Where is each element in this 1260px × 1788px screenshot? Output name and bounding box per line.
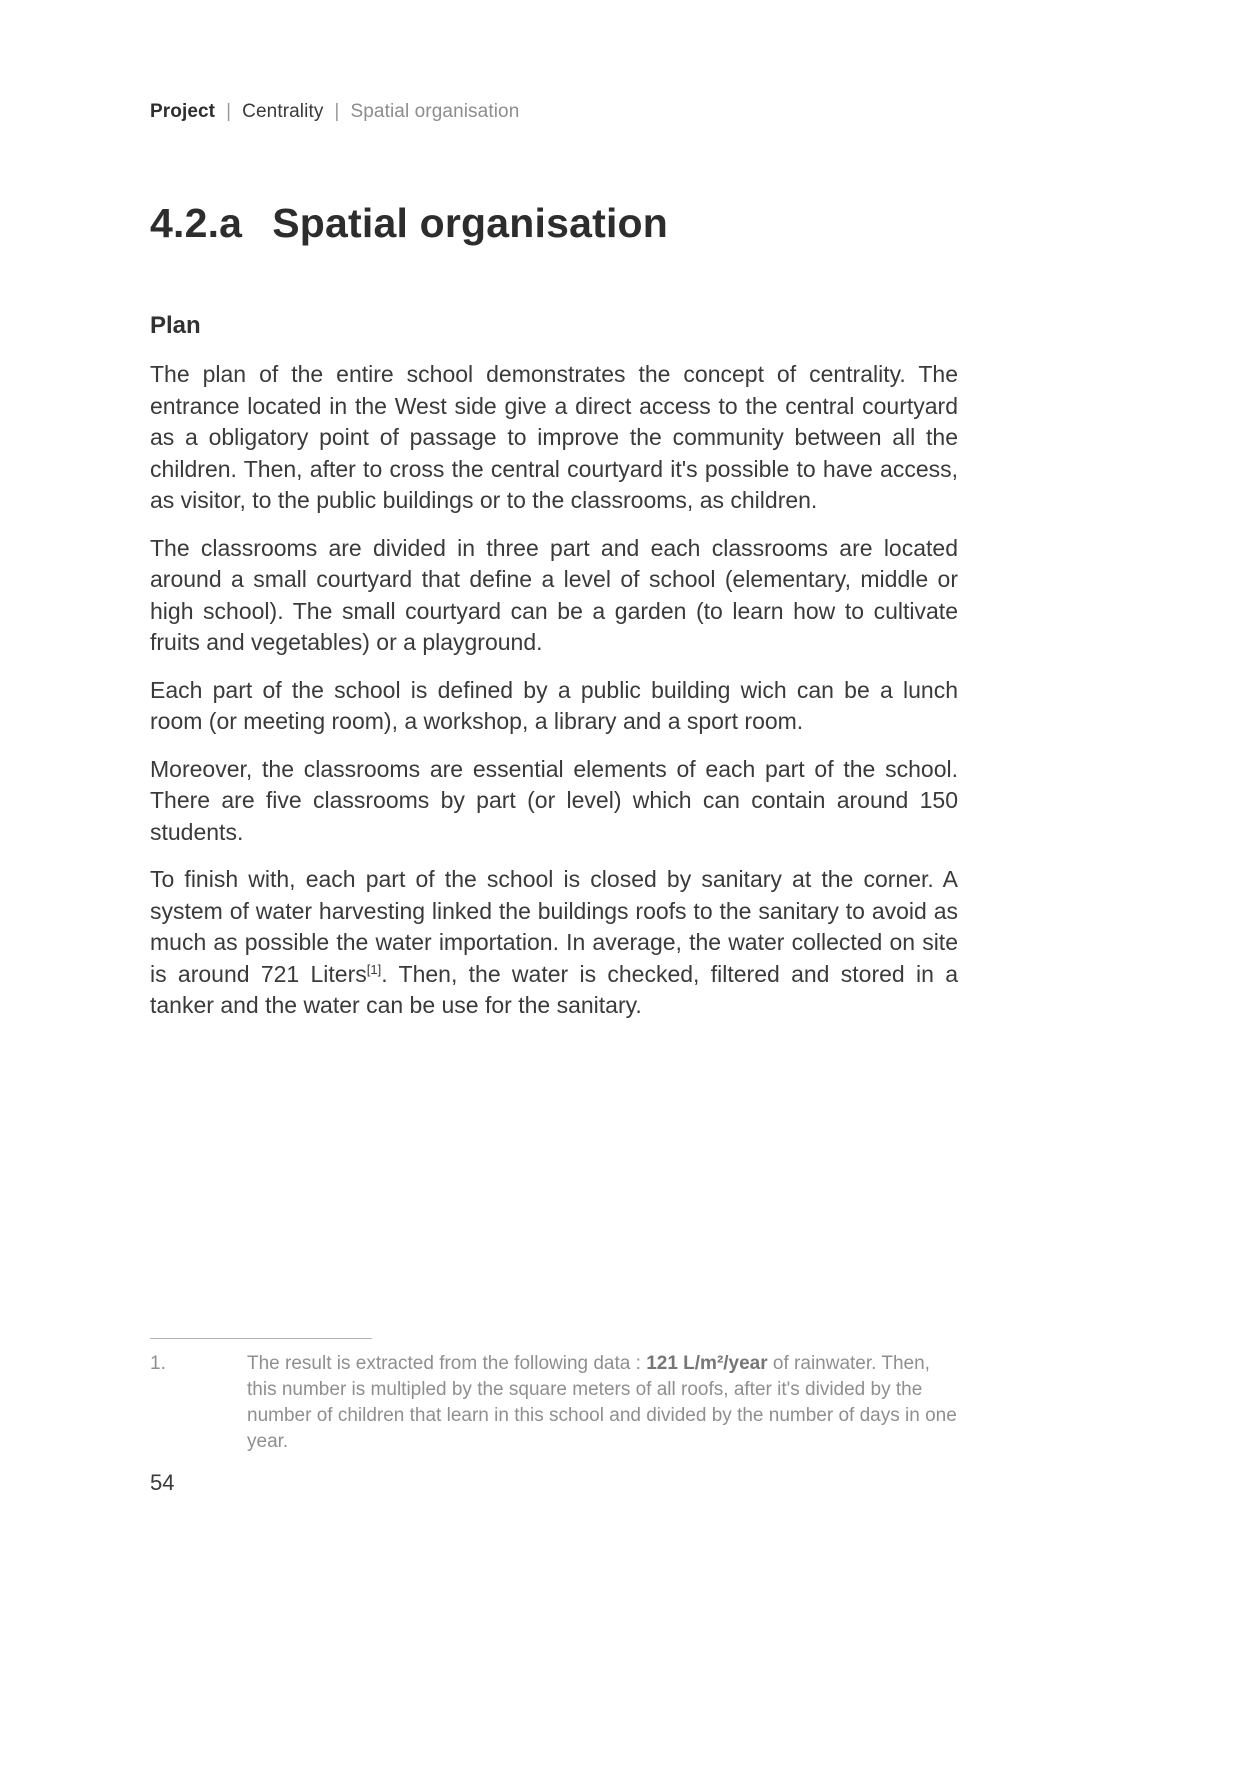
breadcrumb-section: Spatial organisation [350,101,520,122]
footnote-text [247,1351,958,1455]
page-title [150,199,958,247]
paragraph-4: Moreover, the classrooms are essential elements of each part of the school. There are five classrooms by part (or level) which can contain around 150 students. [150,755,958,845]
footnote-row [150,1351,958,1455]
section-title: Spatial organisation [272,200,669,246]
document-page [150,0,958,1022]
footnote-reference: [1] [366,961,382,977]
footnote-text-pre: The result is extracted from the following data : [247,1353,647,1374]
page-number: 54 [150,1470,175,1495]
paragraph-5 [150,864,958,1022]
paragraph-2: The classrooms are divided in three part and each classrooms are located around a small courtyard that define a level of school (elementary, middle or high school). The small courtyard can be a garden (to learn how to cultivate fruits and vegetables) or a playground. [150,534,958,655]
footnote-rule [150,1338,372,1339]
footnote-data-value: 121 L/m²/year [646,1353,768,1374]
footnote [150,1338,958,1455]
paragraph-5-text: To finish with, each part of the school is closed by sanitary at the corner. A system of water harvesting linked the buildings roofs to the sanitary to avoid as much as possible the water importation. In average, the water collected on site is around 721 Liters [150,866,958,987]
footnote-text-post: of rainwater. Then, this number is multipled by the square meters of all roofs, after it's divided by the number of children that learn in this school and divided by the number of days in one year. [247,1353,957,1452]
paragraph-3: Each part of the school is defined by a public building wich can be a lunch room (or meeting room), a workshop, a library and a sport room. [150,676,958,734]
breadcrumb-separator: | [334,101,340,122]
breadcrumb-chapter: Centrality [242,101,324,122]
section-number: 4.2.a [150,200,243,246]
breadcrumb [150,101,958,123]
subheading-plan: Plan [150,312,201,339]
paragraph-1: The plan of the entire school demonstrates the concept of centrality. The entrance located in the West side give a direct access to the central courtyard as a obligatory point of passage to improve the community between all the children. Then, after to cross the central courtyard it's possible to have access, as visitor, to the public buildings or to the classrooms, as children. [150,361,958,513]
footnote-number: 1. [150,1353,166,1374]
breadcrumb-separator: | [226,101,232,122]
paragraph-5-text-continued: . Then, the water is checked, filtered and stored in a tanker and the water can be use for the sanitary. [150,960,958,1018]
breadcrumb-project: Project [150,101,216,122]
